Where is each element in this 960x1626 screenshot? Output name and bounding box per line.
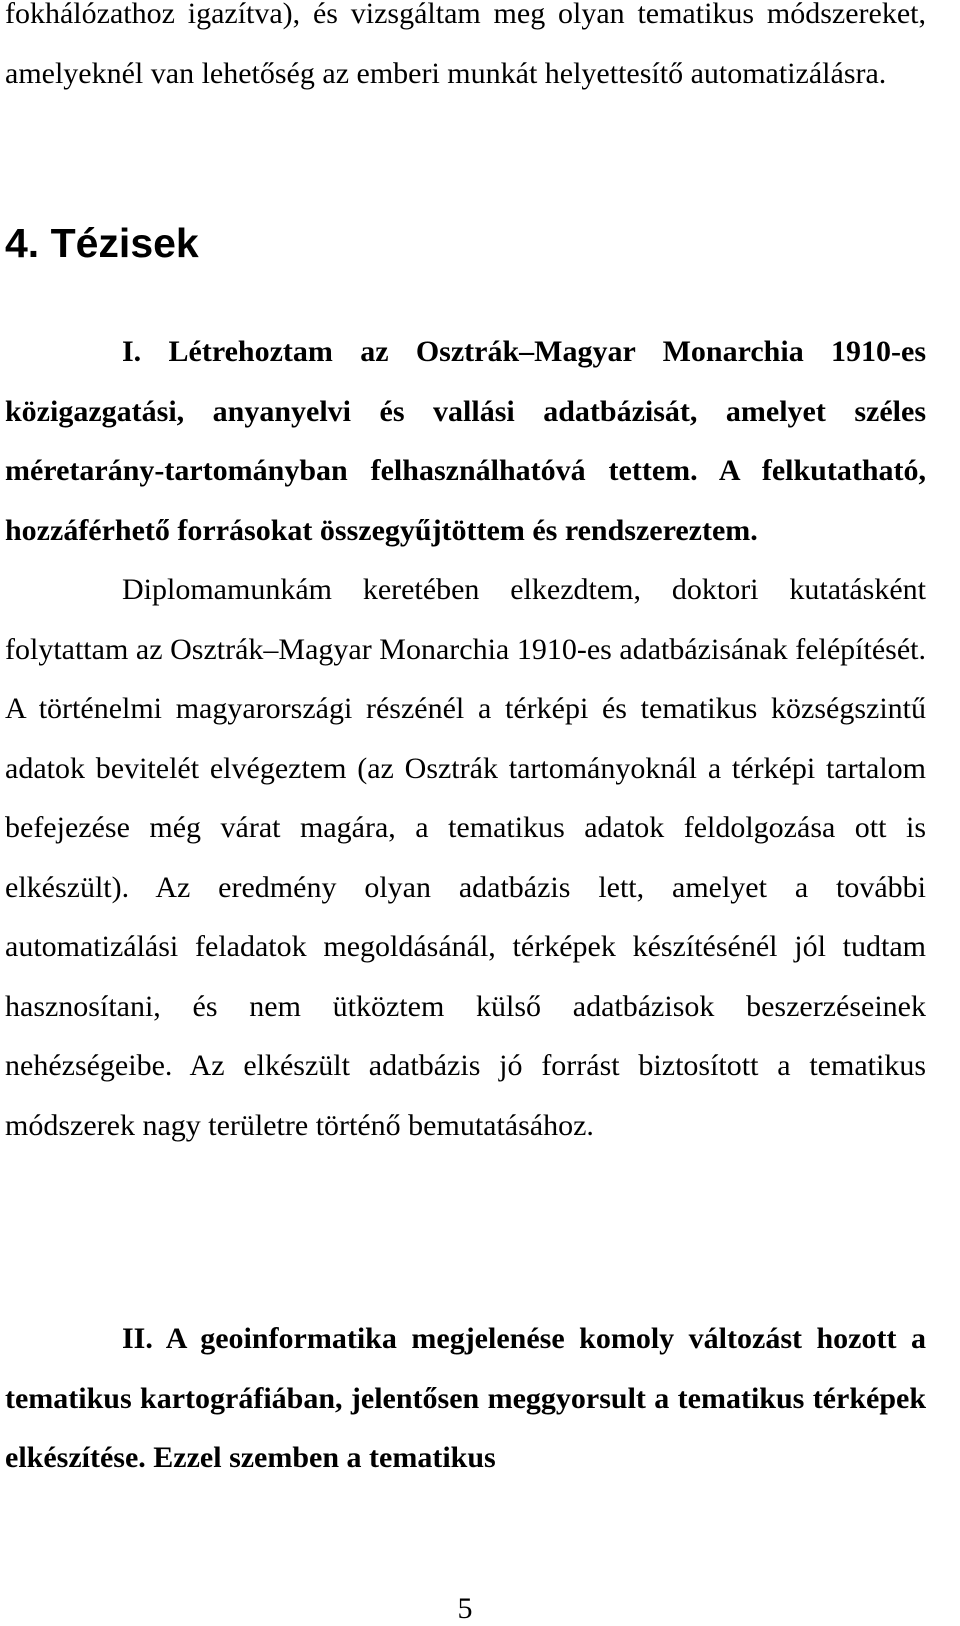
intro-paragraph: fokhálózathoz igazítva), és vizsgáltam meg olyan tematikus módszereket, amelyeknél van lehetőség az emberi munkát helyettesítő automatizálásra. xyxy=(5,0,926,90)
thesis-2-block xyxy=(5,1309,926,1488)
page-number: 5 xyxy=(457,1592,473,1625)
thesis-1-statement: I. Létrehoztam az Osztrák–Magyar Monarchia 1910-es közigazgatási, anyanyelvi és vallási adatbázisát, amelyet széles méretarány-tartományban felhasználhatóvá tettem. A felkutatható, hozzáférhető forrásokat összegyűjtöttem és rendszereztem. xyxy=(5,335,926,547)
intro-paragraph-block xyxy=(5,0,926,103)
thesis-1-block xyxy=(5,322,926,1155)
thesis-2-statement: II. A geoinformatika megjelenése komoly változást hozott a tematikus kartográfiában, jelentősen meggyorsult a tematikus térképek elkészítése. Ezzel szemben a tematikus xyxy=(5,1322,926,1474)
thesis-1-explanation: Diplomamunkám keretében elkezdtem, doktori kutatásként folytattam az Osztrák–Magyar Monarchia 1910-es adatbázisának felépítését. A történelmi magyarországi részénél a térképi és tematikus községszintű adatok bevitelét elvégeztem (az Osztrák tartományoknál a térképi tartalom befejezése még várat magára, a tematikus adatok feldolgozása ott is elkészült). Az eredmény olyan adatbázis lett, amelyet a további automatizálási feladatok megoldásánál, térképek készítésénél jól tudtam hasznosítani, és nem ütköztem külső adatbázisok beszerzéseinek nehézségeibe. Az elkészült adatbázis jó forrást biztosított a tematikus módszerek nagy területre történő bemutatásához. xyxy=(5,573,926,1142)
section-heading: 4. Tézisek xyxy=(5,220,199,266)
